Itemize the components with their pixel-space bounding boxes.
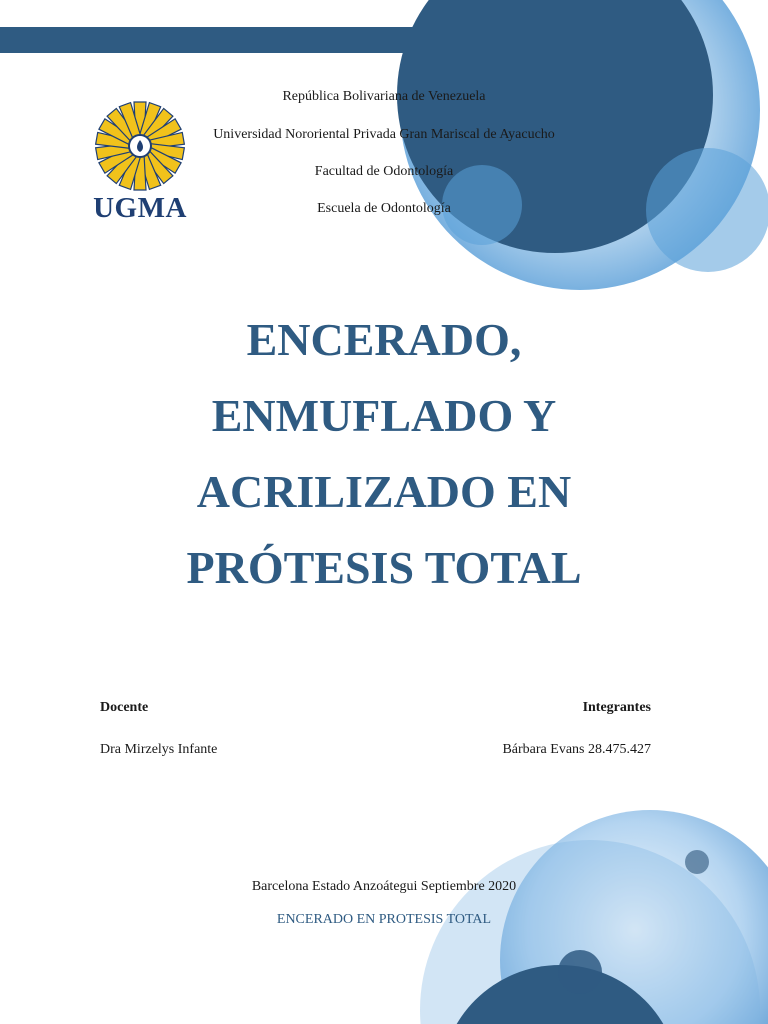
title-line-4: PRÓTESIS TOTAL [186, 542, 582, 593]
place-date: Barcelona Estado Anzoátegui Septiembre 2020 [251, 879, 517, 894]
top-accent-bar [0, 27, 520, 53]
integrantes-member: Bárbara Evans 28.475.427 [502, 742, 651, 757]
header-country: República Bolivariana de Venezuela [282, 89, 486, 104]
title-line-1: ENCERADO, [246, 314, 522, 365]
bottom-tiny-circle [685, 850, 709, 874]
header-school: Escuela de Odontología [317, 201, 451, 216]
title-line-3: ACRILIZADO EN [196, 466, 572, 517]
docente-name: Dra Mirzelys Infante [100, 742, 218, 757]
title-line-2: ENMUFLADO Y [211, 390, 557, 441]
document-title [84, 302, 684, 606]
docente-label: Docente [100, 700, 149, 715]
integrantes-label: Integrantes [582, 700, 651, 715]
bottom-small-dark-circle [558, 950, 602, 994]
logo-wordmark: UGMA [93, 192, 187, 224]
header-faculty: Facultad de Odontología [314, 164, 454, 179]
running-title: ENCERADO EN PROTESIS TOTAL [276, 912, 492, 927]
header-university: Universidad Nororiental Privada Gran Mariscal de Ayacucho [213, 127, 555, 142]
